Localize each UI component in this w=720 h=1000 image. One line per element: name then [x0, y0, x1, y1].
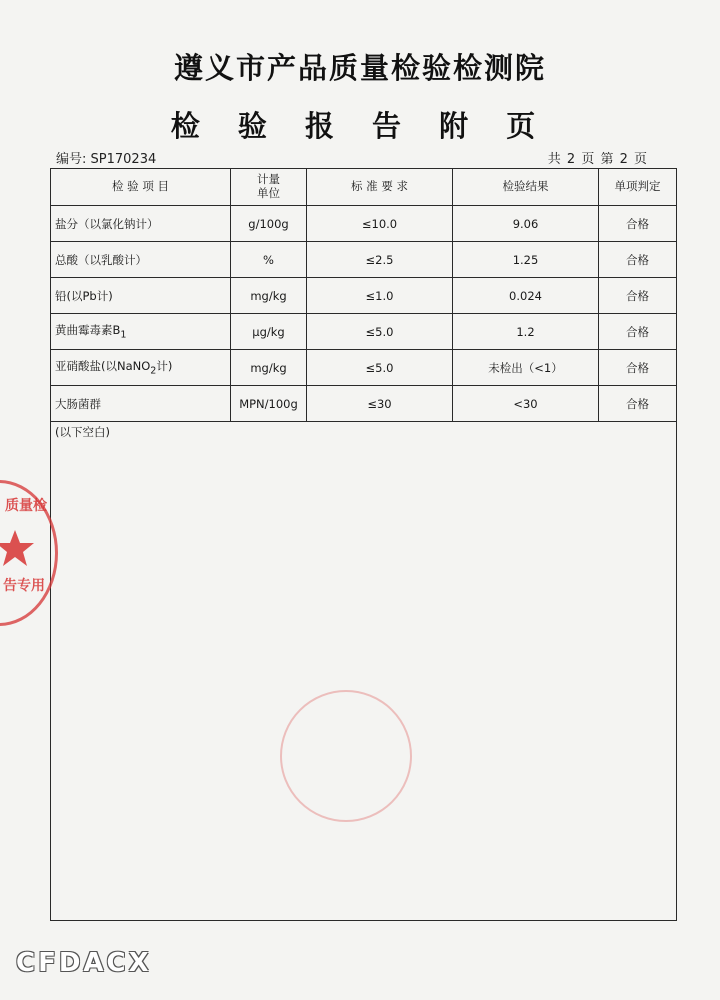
cell-result: 未检出（<1） — [453, 350, 599, 386]
cell-unit: g/100g — [231, 206, 307, 242]
col-header-item: 检 验 项 目 — [51, 169, 231, 206]
table-row — [51, 206, 677, 242]
cell-unit: MPN/100g — [231, 386, 307, 422]
cell-item-tail: 计) — [156, 359, 173, 374]
blank-row — [51, 422, 677, 921]
cell-unit: % — [231, 242, 307, 278]
seal-bottom-text: 告专用 — [3, 578, 45, 594]
cell-item: 总酸（以乳酸计） — [51, 242, 231, 278]
table-row — [51, 350, 677, 386]
col-header-judgement: 单项判定 — [599, 169, 677, 206]
cell-item — [51, 350, 231, 386]
cell-item-text: 亚硝酸盐(以NaNO — [55, 359, 151, 374]
cell-result: <30 — [453, 386, 599, 422]
cell-judgement: 合格 — [599, 278, 677, 314]
cell-item: 大肠菌群 — [51, 386, 231, 422]
cell-unit: mg/kg — [231, 278, 307, 314]
table-row — [51, 386, 677, 422]
table-header-row — [51, 169, 677, 206]
report-subtitle: 检 验 报 告 附 页 — [170, 109, 550, 143]
cell-standard: ≤10.0 — [307, 206, 453, 242]
cell-item: 盐分（以氯化钠计） — [51, 206, 231, 242]
institute-title: 遵义市产品质量检验检测院 — [173, 51, 546, 85]
cell-standard: ≤2.5 — [307, 242, 453, 278]
table-row — [51, 314, 677, 350]
table-row — [51, 242, 677, 278]
cell-judgement: 合格 — [599, 314, 677, 350]
col-header-unit — [231, 169, 307, 206]
cell-standard: ≤1.0 — [307, 278, 453, 314]
cell-item-subscript: 1 — [120, 329, 127, 341]
col-header-result: 检验结果 — [453, 169, 599, 206]
cell-result: 1.25 — [453, 242, 599, 278]
cell-standard: ≤5.0 — [307, 314, 453, 350]
seal-top-text: 质量检 — [5, 498, 47, 514]
cell-result: 0.024 — [453, 278, 599, 314]
cell-standard: ≤30 — [307, 386, 453, 422]
cell-result: 1.2 — [453, 314, 599, 350]
cell-item-text: 黄曲霉毒素B — [55, 323, 121, 338]
cell-judgement: 合格 — [599, 386, 677, 422]
cell-judgement: 合格 — [599, 242, 677, 278]
watermark: CFDACX — [16, 948, 152, 978]
seal-star-icon — [0, 528, 35, 568]
cell-judgement: 合格 — [599, 206, 677, 242]
cell-judgement: 合格 — [599, 350, 677, 386]
page-indicator: 共 2 页 第 2 页 — [547, 152, 648, 167]
table-row — [51, 278, 677, 314]
cell-standard: ≤5.0 — [307, 350, 453, 386]
cell-unit: mg/kg — [231, 350, 307, 386]
col-header-unit-line2: 单位 — [257, 186, 280, 200]
cell-item — [51, 314, 231, 350]
col-header-unit-line1: 计量 — [257, 172, 280, 187]
faint-seal-bleedthrough — [280, 690, 412, 822]
serial-number: 编号: SP170234 — [56, 152, 157, 167]
blank-note: (以下空白) — [51, 422, 677, 921]
cell-item-subscript: 2 — [150, 365, 157, 377]
cell-item: 铅(以Pb计) — [51, 278, 231, 314]
cell-result: 9.06 — [453, 206, 599, 242]
cell-unit: μg/kg — [231, 314, 307, 350]
col-header-standard: 标 准 要 求 — [307, 169, 453, 206]
